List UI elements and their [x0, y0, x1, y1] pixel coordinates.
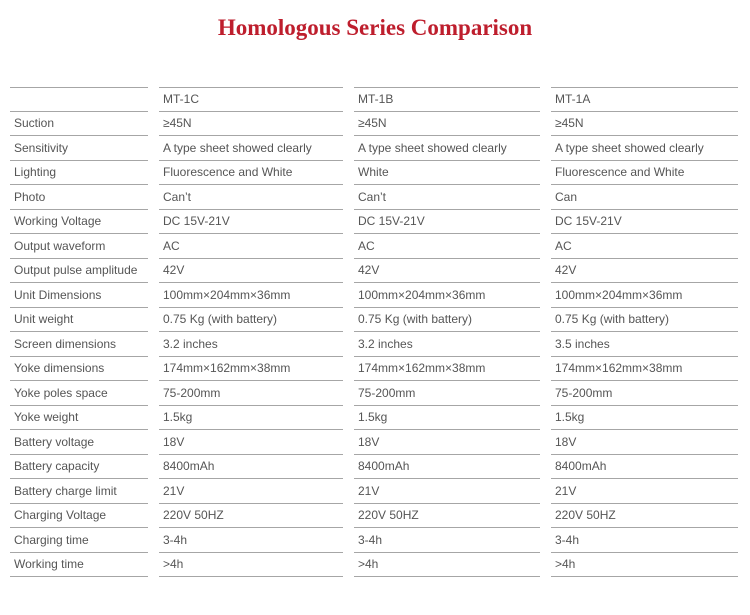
table-cell: >4h: [354, 553, 540, 578]
row-label: Battery charge limit: [10, 479, 148, 504]
table-cell: 42V: [551, 259, 738, 284]
table-cell: 75-200mm: [159, 381, 343, 406]
table-cell: ≥45N: [354, 112, 540, 137]
table-cell: 0.75 Kg (with battery): [354, 308, 540, 333]
row-label: Yoke dimensions: [10, 357, 148, 382]
table-cell: >4h: [159, 553, 343, 578]
table-cell: 21V: [551, 479, 738, 504]
table-cell: 18V: [551, 430, 738, 455]
table-cell: 8400mAh: [551, 455, 738, 480]
table-cell: DC 15V-21V: [354, 210, 540, 235]
column-header-mt-1b: MT-1B: [354, 87, 540, 112]
row-label: Yoke weight: [10, 406, 148, 431]
table-cell: DC 15V-21V: [551, 210, 738, 235]
row-label: Unit weight: [10, 308, 148, 333]
table-cell: 21V: [159, 479, 343, 504]
table-cell: 100mm×204mm×36mm: [354, 283, 540, 308]
table-cell: 3.5 inches: [551, 332, 738, 357]
table-cell: 1.5kg: [159, 406, 343, 431]
row-label: Sensitivity: [10, 136, 148, 161]
header-empty-cell: [10, 87, 148, 112]
row-label: Output pulse amplitude: [10, 259, 148, 284]
table-cell: 3-4h: [354, 528, 540, 553]
table-cell: >4h: [551, 553, 738, 578]
table-cell: 42V: [159, 259, 343, 284]
table-cell: DC 15V-21V: [159, 210, 343, 235]
row-label: Screen dimensions: [10, 332, 148, 357]
table-cell: 174mm×162mm×38mm: [551, 357, 738, 382]
table-cell: 21V: [354, 479, 540, 504]
row-label: Working time: [10, 553, 148, 578]
table-cell: 100mm×204mm×36mm: [551, 283, 738, 308]
table-cell: Can: [551, 185, 738, 210]
table-cell: 0.75 Kg (with battery): [551, 308, 738, 333]
table-cell: 3-4h: [551, 528, 738, 553]
table-cell: AC: [354, 234, 540, 259]
table-cell: 1.5kg: [354, 406, 540, 431]
row-label: Yoke poles space: [10, 381, 148, 406]
table-cell: 8400mAh: [159, 455, 343, 480]
table-cell: 8400mAh: [354, 455, 540, 480]
table-cell: 0.75 Kg (with battery): [159, 308, 343, 333]
comparison-table: [10, 87, 738, 577]
row-label: Lighting: [10, 161, 148, 186]
table-cell: 42V: [354, 259, 540, 284]
page-title: Homologous Series Comparison: [217, 15, 533, 40]
table-cell: Can’t: [159, 185, 343, 210]
table-cell: Can’t: [354, 185, 540, 210]
row-label: Battery voltage: [10, 430, 148, 455]
table-cell: 220V 50HZ: [159, 504, 343, 529]
table-cell: Fluorescence and White: [159, 161, 343, 186]
table-cell: 75-200mm: [551, 381, 738, 406]
table-cell: White: [354, 161, 540, 186]
row-label: Output waveform: [10, 234, 148, 259]
table-cell: A type sheet showed clearly: [354, 136, 540, 161]
table-cell: 3-4h: [159, 528, 343, 553]
row-label: Unit Dimensions: [10, 283, 148, 308]
row-label: Battery capacity: [10, 455, 148, 480]
column-header-mt-1a: MT-1A: [551, 87, 738, 112]
row-label: Suction: [10, 112, 148, 137]
table-cell: 174mm×162mm×38mm: [159, 357, 343, 382]
table-cell: 174mm×162mm×38mm: [354, 357, 540, 382]
table-cell: A type sheet showed clearly: [551, 136, 738, 161]
table-cell: AC: [551, 234, 738, 259]
table-cell: 18V: [159, 430, 343, 455]
table-cell: ≥45N: [159, 112, 343, 137]
column-header-mt-1c: MT-1C: [159, 87, 343, 112]
table-cell: AC: [159, 234, 343, 259]
table-cell: 220V 50HZ: [354, 504, 540, 529]
table-cell: 1.5kg: [551, 406, 738, 431]
row-label: Working Voltage: [10, 210, 148, 235]
table-cell: 75-200mm: [354, 381, 540, 406]
row-label: Photo: [10, 185, 148, 210]
table-cell: 3.2 inches: [159, 332, 343, 357]
table-cell: 100mm×204mm×36mm: [159, 283, 343, 308]
table-cell: A type sheet showed clearly: [159, 136, 343, 161]
table-cell: ≥45N: [551, 112, 738, 137]
table-cell: 18V: [354, 430, 540, 455]
table-cell: 220V 50HZ: [551, 504, 738, 529]
table-cell: Fluorescence and White: [551, 161, 738, 186]
row-label: Charging Voltage: [10, 504, 148, 529]
table-cell: 3.2 inches: [354, 332, 540, 357]
row-label: Charging time: [10, 528, 148, 553]
